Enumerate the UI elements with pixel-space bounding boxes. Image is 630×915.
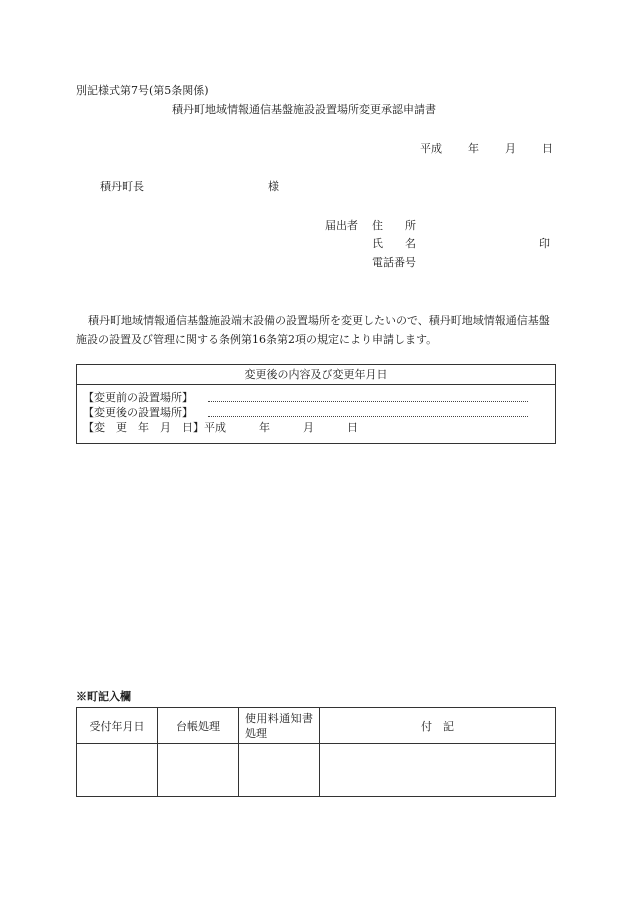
cell-remarks[interactable] (320, 744, 556, 797)
phone-label: 電話番号 (372, 256, 416, 269)
applicant-label: 届出者 (325, 219, 358, 232)
date-year-unit: 年 (468, 142, 479, 155)
office-table-body (77, 744, 556, 797)
col-received-date: 受付年月日 (77, 708, 158, 744)
office-table-header (77, 708, 556, 744)
change-details-box (76, 364, 556, 444)
after-location-field[interactable] (208, 406, 528, 417)
cell-fee-notice[interactable] (239, 744, 320, 797)
office-use-table (76, 707, 556, 797)
col-ledger: 台帳処理 (158, 708, 239, 744)
name-label: 氏 名 (372, 237, 416, 250)
form-number: 別記様式第7号(第5条関係) (76, 84, 209, 97)
date-month-unit: 月 (505, 142, 516, 155)
col-fee-notice: 使用料通知書処理 (239, 708, 320, 744)
change-date-label: 【変 更 年 月 日】 (83, 421, 204, 434)
honorific: 様 (268, 180, 279, 193)
address-label: 住 所 (372, 219, 416, 232)
after-location-row (83, 406, 193, 419)
after-location-label: 【変更後の設置場所】 (83, 406, 193, 419)
change-date-value: 平成 年 月 日 (204, 421, 358, 434)
col-remarks: 付 記 (320, 708, 556, 744)
addressee: 積丹町長 (100, 180, 144, 193)
application-body: 積丹町地域情報通信基盤施設端末設備の設置場所を変更したいので、積丹町地域情報通信基盤施設の設置及び管理に関する条例第16条第2項の規定により申請します。 (76, 314, 550, 346)
application-date (420, 142, 553, 156)
change-box-header: 変更後の内容及び変更年月日 (77, 365, 555, 385)
seal-mark: 印 (539, 237, 550, 250)
office-use-label: ※町記入欄 (76, 690, 131, 703)
date-day-unit: 日 (542, 142, 553, 155)
change-date-row (83, 421, 358, 434)
cell-received-date[interactable] (77, 744, 158, 797)
before-location-label: 【変更前の設置場所】 (83, 391, 193, 404)
date-era: 平成 (420, 142, 442, 155)
document-title: 積丹町地域情報通信基盤施設設置場所変更承認申請書 (172, 103, 436, 116)
cell-ledger[interactable] (158, 744, 239, 797)
before-location-row (83, 391, 193, 404)
before-location-field[interactable] (208, 391, 528, 402)
